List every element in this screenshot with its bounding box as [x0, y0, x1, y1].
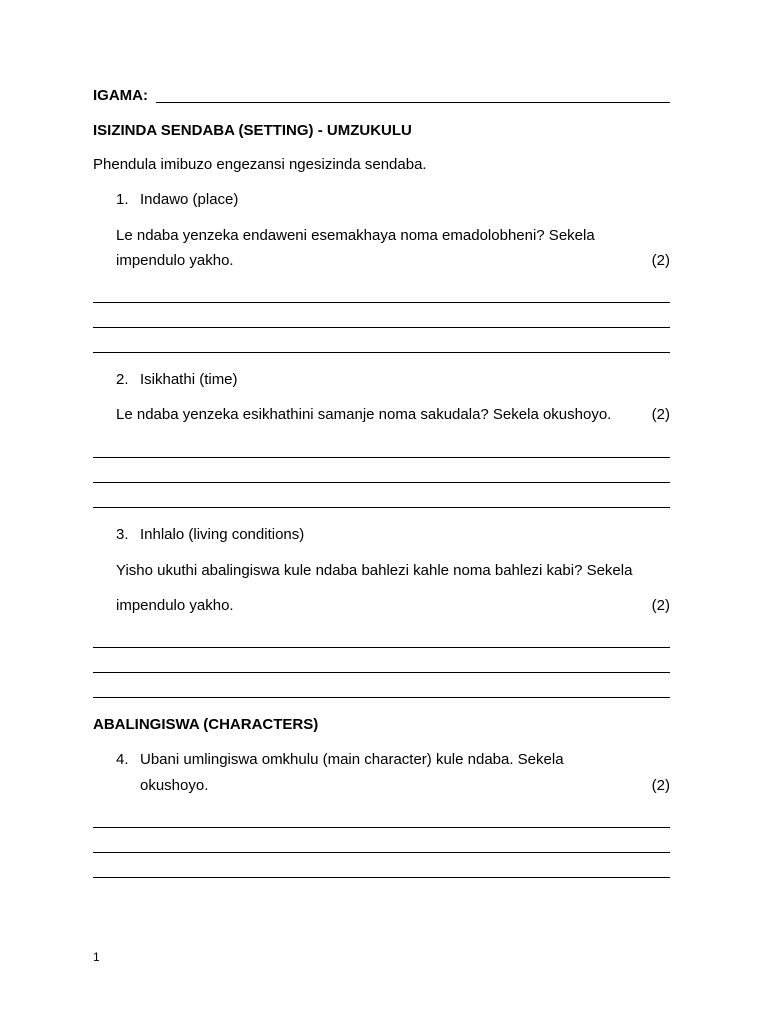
question-2-marks: (2): [651, 406, 670, 423]
page-number: 1: [93, 950, 100, 964]
section-title-setting: ISIZINDA SENDABA (SETTING) - UMZUKULU: [93, 122, 412, 139]
answer-line[interactable]: [93, 327, 670, 328]
question-3-number: 3.: [116, 526, 129, 543]
question-1-text: Le ndaba yenzeka endaweni esemakhaya noma emadolobheni? Sekela: [116, 227, 595, 244]
answer-line[interactable]: [93, 827, 670, 828]
question-3-marks: (2): [651, 597, 670, 614]
answer-line[interactable]: [93, 697, 670, 698]
name-answer-line[interactable]: [156, 102, 670, 103]
instruction-text: Phendula imibuzo engezansi ngesizinda sendaba.: [93, 156, 427, 173]
answer-line[interactable]: [93, 457, 670, 458]
question-1-topic: Indawo (place): [140, 191, 239, 208]
question-3-text: Yisho ukuthi abalingiswa kule ndaba bahlezi kahle noma bahlezi kabi? Sekela: [116, 562, 633, 579]
question-1-marks: (2): [651, 252, 670, 269]
question-4-text-cont: okushoyo.: [140, 777, 209, 794]
answer-line[interactable]: [93, 352, 670, 353]
question-2-topic: Isikhathi (time): [140, 371, 238, 388]
question-1-number: 1.: [116, 191, 129, 208]
answer-line[interactable]: [93, 672, 670, 673]
question-4-number: 4.: [116, 751, 129, 768]
question-4-text: Ubani umlingiswa omkhulu (main character) kule ndaba. Sekela: [140, 751, 564, 768]
answer-line[interactable]: [93, 647, 670, 648]
section-title-characters: ABALINGISWA (CHARACTERS): [93, 716, 319, 733]
question-2-text: Le ndaba yenzeka esikhathini samanje noma sakudala? Sekela okushoyo.: [116, 406, 612, 423]
answer-line[interactable]: [93, 482, 670, 483]
question-4-marks: (2): [651, 777, 670, 794]
answer-line[interactable]: [93, 877, 670, 878]
question-3-topic: Inhlalo (living conditions): [140, 526, 305, 543]
answer-line[interactable]: [93, 302, 670, 303]
question-2-number: 2.: [116, 371, 129, 388]
question-3-text-cont: impendulo yakho.: [116, 597, 234, 614]
question-1-text-cont: impendulo yakho.: [116, 252, 234, 269]
name-label: IGAMA:: [93, 87, 148, 104]
answer-line[interactable]: [93, 507, 670, 508]
answer-line[interactable]: [93, 852, 670, 853]
